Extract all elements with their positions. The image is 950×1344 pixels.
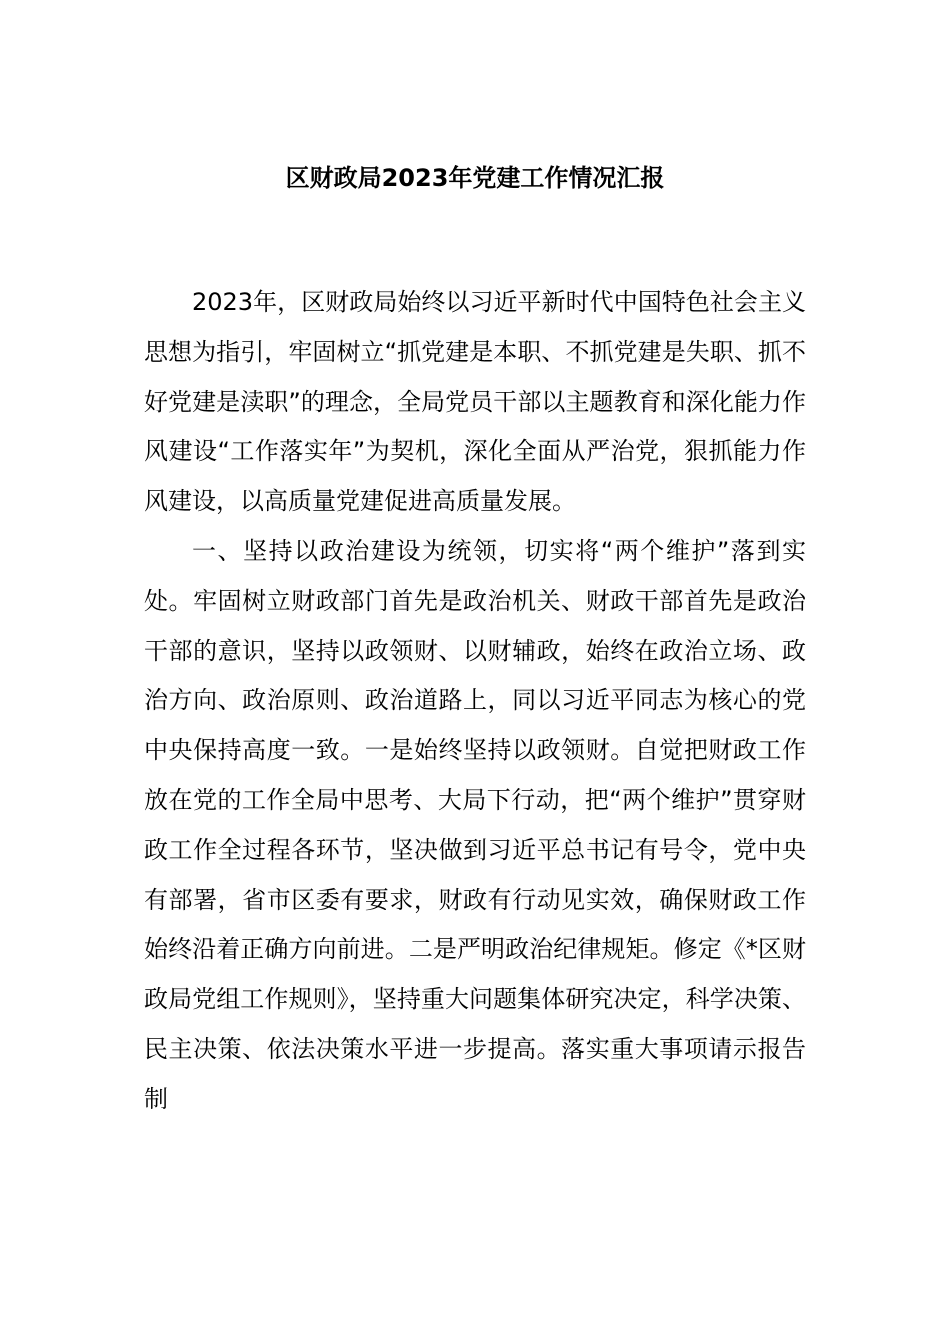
paragraph-section-one: 一、坚持以政治建设为统领，切实将“两个维护”落到实处。牢固树立财政部门首先是政治机关、财政干部首先是政治干部的意识，坚持以政领财、以财辅政，始终在政治立场、政治方向、政治原则、政治道路上，同以习近平同志为核心的党中央保持高度一致。一是始终坚持以政领财。自觉把财政工作放在党的工作全局中思考、大局下行动，把“两个维护”贯穿财政工作全过程各环节，坚决做到习近平总书记有号令，党中央有部署，省市区委有要求，财政有行动见实效，确保财政工作始终沿着正确方向前进。二是严明政治纪律规矩。修定《*区财政局党组工作规则》，坚持重大问题集体研究决定，科学决策、民主决策、依法决策水平进一步提高。落实重大事项请示报告制: [144, 536, 806, 1113]
paragraph-intro: 2023年，区财政局始终以习近平新时代中国特色社会主义思想为指引，牢固树立“抓党建是本职、不抓党建是失职、抓不好党建是渎职”的理念，全局党员干部以主题教育和深化能力作风建设“工作落实年”为契机，深化全面从严治党，狠抓能力作风建设，以高质量党建促进高质量发展。: [144, 288, 806, 516]
document-body: [144, 278, 806, 1125]
document-title: 区财政局2023年党建工作情况汇报: [285, 164, 665, 192]
